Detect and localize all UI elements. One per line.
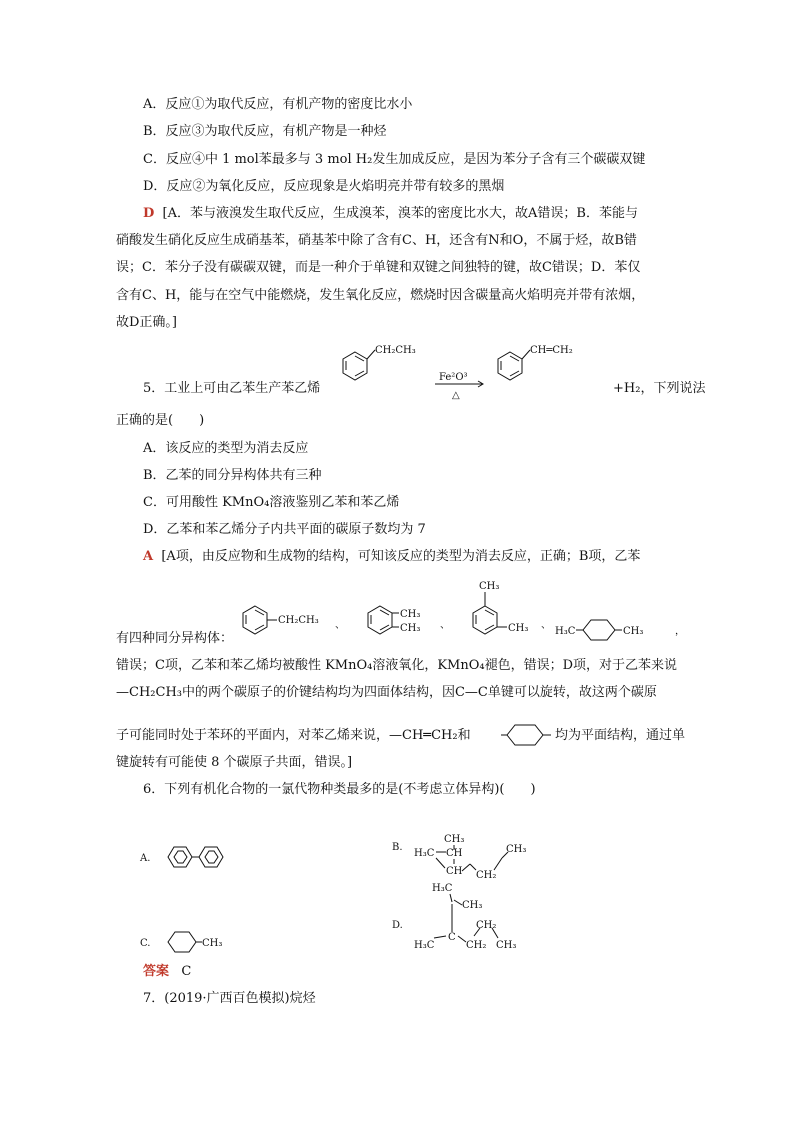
q4-option-c: C．反应④中 1 mol苯最多与 3 mol H₂发生加成反应，是因为苯分子含有三个碳碳双键 (143, 152, 646, 167)
q6-option-b (392, 828, 542, 886)
biphenyl-structure (168, 847, 223, 867)
methylcyclohexane-structure (168, 932, 222, 952)
q5-explanation-line3: —CH₂CH₃中的两个碳原子的价键结构均为四面体结构，因C—C单键可以旋转，故这两个碳原 (116, 685, 657, 700)
q4-explanation-line5: 故D正确。] (116, 315, 177, 330)
q5-explanation-line4b: 均为平面结构，通过单 (555, 728, 686, 743)
q5-explanation-line5: 键旋转有可能使 8 个碳原子共面，错误。] (116, 755, 353, 770)
b-ch-2: CH (446, 866, 463, 877)
q5-isomers-prefix: 有四种同分异构体： (116, 631, 234, 646)
reaction-arrow (435, 372, 483, 401)
q5-explanation-line1 (143, 548, 640, 566)
d-ch3-a: CH₃ (462, 900, 483, 911)
iso2-label-a: CH₃ (400, 609, 421, 620)
isomer-para-xylene (555, 620, 643, 640)
branched-alkane-b (414, 834, 526, 881)
b-ch2: CH₂ (476, 870, 497, 881)
isomer-ethylbenzene (243, 606, 319, 634)
reactant-label: CH₂CH₃ (375, 345, 416, 356)
iso3-label-a: CH₃ (479, 581, 500, 592)
d-top-h3c: H₃C (432, 883, 453, 894)
c-ch3: CH₃ (202, 938, 223, 949)
d-ch2-low: CH₂ (466, 940, 487, 951)
q6-option-a (140, 835, 240, 875)
q5-stem-line1: 5．工业上可由乙苯生产苯乙烯 (143, 381, 321, 396)
b-ch3: CH₃ (506, 844, 527, 855)
d-quaternary-c: C (448, 932, 456, 943)
q4-explanation-line4: 含有C、H，能与在空气中能燃烧，发生氧化反应，燃烧时因含碳量高火焰明亮并带有浓烟， (116, 288, 645, 303)
q5-option-b: B．乙苯的同分异构体共有三种 (143, 468, 322, 483)
q6-option-c (140, 924, 240, 960)
b-top-ch3: CH₃ (444, 834, 465, 845)
q5-isomer-structures (235, 578, 685, 650)
q4-option-b: B．反应③为取代反应，有机产物是一种烃 (143, 124, 387, 139)
isomer-meta-xylene (473, 581, 528, 634)
q5-option-c: C．可用酸性 KMnO₄溶液鉴别乙苯和苯乙烯 (143, 495, 400, 510)
q4-explanation-line3: 误；C．苯分子没有碳碳双键，而是一种介于单键和双键之间独特的键，故C错误；D．苯仅 (116, 260, 641, 275)
q4-option-a: A．反应①为取代反应，有机产物的密度比水小 (143, 97, 413, 112)
q6-option-d (392, 880, 542, 958)
b-ch-1: CH (446, 848, 463, 859)
q5-exp1-text: [A项，由反应物和生成物的结构，可知该反应的类型为消去反应，正确；B项，乙苯 (161, 549, 641, 564)
iso-end-comma: ， (675, 626, 685, 637)
q5-stem-line2: 正确的是( ) (116, 413, 205, 428)
q6-answer-line (143, 963, 191, 981)
q6-label-b: B. (392, 842, 403, 853)
q6-answer-label: 答案 (143, 964, 170, 979)
q5-option-a: A．该反应的类型为消去反应 (143, 441, 309, 456)
iso2-label-b: CH₃ (400, 623, 421, 634)
iso1-label: CH₂CH₃ (278, 615, 319, 626)
q5-explanation-line4a: 子可能同时处于苯环的平面内，对苯乙烯来说，—CH═CH₂和 (116, 728, 471, 743)
q7-stem: 7．(2019·广西百色模拟)烷烃 (143, 991, 316, 1006)
q6-label-a: A. (140, 853, 151, 864)
q6-answer: C (181, 964, 192, 979)
d-h3c: H₃C (414, 940, 435, 951)
q5-explanation-line2: 错误；C项，乙苯和苯乙烯均被酸性 KMnO₄溶液氧化，KMnO₄褪色，错误；D项，对于乙苯来说 (116, 658, 678, 673)
q4-answer: D (143, 206, 155, 221)
styrene-structure (498, 345, 573, 380)
isomer-ortho-xylene (368, 606, 420, 634)
q4-exp1-text: [A．苯与液溴发生取代反应，生成溴苯，溴苯的密度比水大，故A错误；B．苯能与 (162, 206, 638, 221)
q5-option-d: D．乙苯和苯乙烯分子内共平面的碳原子数均为 7 (143, 522, 426, 537)
sep3: 、 (541, 620, 551, 631)
sep1: 、 (335, 620, 345, 631)
product-label: CH═CH₂ (530, 345, 573, 356)
heat-symbol: △ (452, 390, 460, 401)
q4-explanation-line1 (143, 205, 638, 223)
q4-option-d: D．反应②为氧化反应，反应现象是火焰明亮并带有较多的黑烟 (143, 179, 505, 194)
q5-stem-tail: +H₂，下列说法 (613, 381, 706, 396)
sep2: 、 (440, 620, 450, 631)
branched-alkane-d (414, 883, 516, 951)
d-ch3-b: CH₃ (496, 940, 517, 951)
iso3-label-b: CH₃ (508, 623, 529, 634)
q4-explanation-line2: 硝酸发生硝化反应生成硝基苯，硝基苯中除了含有C、H，还含有N和O，不属于烃，故B错 (116, 233, 637, 248)
b-h3c: H₃C (414, 848, 435, 859)
iso4-label-a: H₃C (555, 626, 576, 637)
ethylbenzene-structure (343, 345, 416, 380)
iso4-label-b: CH₃ (623, 626, 644, 637)
benzene-ring-inline (501, 717, 553, 753)
d-ch2-high: CH₂ (476, 920, 497, 931)
q6-label-c: C. (140, 938, 151, 949)
q6-stem: 6．下列有机化合物的一氯代物种类最多的是(不考虑立体异构)( ) (143, 782, 536, 797)
q6-label-d: D. (392, 920, 403, 931)
q5-answer: A (143, 549, 154, 564)
catalyst-label: Fe²O³ (439, 372, 468, 383)
